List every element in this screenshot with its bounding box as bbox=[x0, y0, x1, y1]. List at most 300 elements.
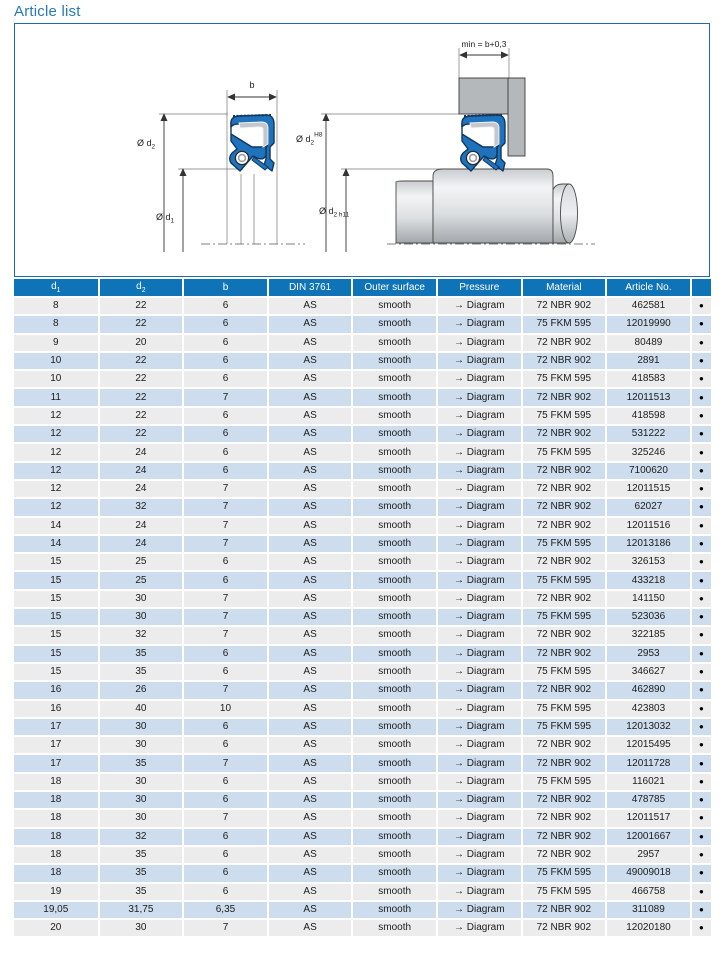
cell-b: 6 bbox=[183, 315, 268, 333]
cell-material: 72 NBR 902 bbox=[522, 425, 607, 443]
cell-d1: 12 bbox=[14, 425, 99, 443]
cell-pressure[interactable]: → Diagram bbox=[437, 407, 522, 425]
cell-pressure[interactable]: → Diagram bbox=[437, 791, 522, 809]
table-row bbox=[14, 773, 711, 791]
cell-article-no: 12011517 bbox=[606, 809, 691, 827]
cell-d2: 30 bbox=[99, 736, 184, 754]
cell-d2: 25 bbox=[99, 571, 184, 589]
cell-article-no: 7100620 bbox=[606, 462, 691, 480]
cell-outer-surface: smooth bbox=[352, 736, 437, 754]
dim-b-label: b bbox=[249, 80, 255, 90]
cell-article-no: 12013186 bbox=[606, 535, 691, 553]
cell-pressure[interactable]: → Diagram bbox=[437, 919, 522, 937]
cell-outer-surface: smooth bbox=[352, 626, 437, 644]
cell-d2: 24 bbox=[99, 480, 184, 498]
col-header-availability bbox=[691, 279, 711, 297]
cell-d1: 8 bbox=[14, 315, 99, 333]
cell-d2: 35 bbox=[99, 864, 184, 882]
cell-pressure[interactable]: → Diagram bbox=[437, 590, 522, 608]
cell-material: 72 NBR 902 bbox=[522, 517, 607, 535]
cell-d1: 17 bbox=[14, 754, 99, 772]
availability-dot: ● bbox=[691, 809, 711, 827]
cell-article-no: 12013032 bbox=[606, 718, 691, 736]
cell-d1: 9 bbox=[14, 334, 99, 352]
table-row bbox=[14, 791, 711, 809]
cell-article-no: 2957 bbox=[606, 846, 691, 864]
cell-material: 72 NBR 902 bbox=[522, 901, 607, 919]
cell-d1: 11 bbox=[14, 388, 99, 406]
cell-d1: 18 bbox=[14, 773, 99, 791]
cell-article-no: 12019990 bbox=[606, 315, 691, 333]
availability-dot: ● bbox=[691, 462, 711, 480]
cell-din-3761: AS bbox=[268, 370, 353, 388]
cell-d1: 15 bbox=[14, 645, 99, 663]
cell-din-3761: AS bbox=[268, 517, 353, 535]
availability-dot: ● bbox=[691, 315, 711, 333]
cell-b: 6 bbox=[183, 846, 268, 864]
cell-d1: 8 bbox=[14, 297, 99, 315]
cell-pressure[interactable]: → Diagram bbox=[437, 626, 522, 644]
seal-technical-drawing bbox=[14, 23, 710, 277]
cell-din-3761: AS bbox=[268, 645, 353, 663]
availability-dot: ● bbox=[691, 443, 711, 461]
cell-pressure[interactable]: → Diagram bbox=[437, 315, 522, 333]
cell-outer-surface: smooth bbox=[352, 571, 437, 589]
cell-d1: 18 bbox=[14, 791, 99, 809]
cell-pressure[interactable]: → Diagram bbox=[437, 754, 522, 772]
cell-pressure[interactable]: → Diagram bbox=[437, 645, 522, 663]
cell-material: 72 NBR 902 bbox=[522, 334, 607, 352]
cell-b: 6 bbox=[183, 645, 268, 663]
cell-pressure[interactable]: → Diagram bbox=[437, 718, 522, 736]
cell-din-3761: AS bbox=[268, 535, 353, 553]
cell-pressure[interactable]: → Diagram bbox=[437, 443, 522, 461]
cell-din-3761: AS bbox=[268, 663, 353, 681]
cell-din-3761: AS bbox=[268, 828, 353, 846]
cell-b: 7 bbox=[183, 608, 268, 626]
cell-article-no: 12011516 bbox=[606, 517, 691, 535]
cell-material: 72 NBR 902 bbox=[522, 681, 607, 699]
cell-material: 75 FKM 595 bbox=[522, 608, 607, 626]
availability-dot: ● bbox=[691, 352, 711, 370]
cell-din-3761: AS bbox=[268, 791, 353, 809]
cell-outer-surface: smooth bbox=[352, 334, 437, 352]
cell-b: 6 bbox=[183, 883, 268, 901]
availability-dot: ● bbox=[691, 864, 711, 882]
cell-article-no: 466758 bbox=[606, 883, 691, 901]
cell-outer-surface: smooth bbox=[352, 297, 437, 315]
cell-d1: 17 bbox=[14, 718, 99, 736]
cell-material: 75 FKM 595 bbox=[522, 773, 607, 791]
cell-outer-surface: smooth bbox=[352, 663, 437, 681]
cell-d2: 20 bbox=[99, 334, 184, 352]
availability-dot: ● bbox=[691, 846, 711, 864]
col-header-d2: $d_2$ bbox=[99, 279, 184, 297]
availability-dot: ● bbox=[691, 773, 711, 791]
cell-pressure[interactable]: → Diagram bbox=[437, 553, 522, 571]
cell-d2: 24 bbox=[99, 535, 184, 553]
cell-material: 72 NBR 902 bbox=[522, 626, 607, 644]
cell-article-no: 62027 bbox=[606, 498, 691, 516]
cell-din-3761: AS bbox=[268, 608, 353, 626]
cell-outer-surface: smooth bbox=[352, 608, 437, 626]
cell-d2: 24 bbox=[99, 517, 184, 535]
cell-b: 6 bbox=[183, 462, 268, 480]
table-row bbox=[14, 407, 711, 425]
availability-dot: ● bbox=[691, 645, 711, 663]
cell-article-no: 12011513 bbox=[606, 388, 691, 406]
table-row bbox=[14, 462, 711, 480]
cell-din-3761: AS bbox=[268, 901, 353, 919]
table-row bbox=[14, 828, 711, 846]
cell-b: 6 bbox=[183, 297, 268, 315]
cell-outer-surface: smooth bbox=[352, 919, 437, 937]
cell-d1: 20 bbox=[14, 919, 99, 937]
availability-dot: ● bbox=[691, 791, 711, 809]
cell-material: 72 NBR 902 bbox=[522, 736, 607, 754]
cell-material: 75 FKM 595 bbox=[522, 571, 607, 589]
cell-b: 7 bbox=[183, 535, 268, 553]
cell-b: 6 bbox=[183, 352, 268, 370]
availability-dot: ● bbox=[691, 388, 711, 406]
cell-outer-surface: smooth bbox=[352, 773, 437, 791]
cell-pressure[interactable]: → Diagram bbox=[437, 334, 522, 352]
cell-d2: 22 bbox=[99, 388, 184, 406]
cell-d1: 12 bbox=[14, 462, 99, 480]
cell-din-3761: AS bbox=[268, 297, 353, 315]
cell-d1: 15 bbox=[14, 590, 99, 608]
table-row bbox=[14, 626, 711, 644]
availability-dot: ● bbox=[691, 681, 711, 699]
cell-pressure[interactable]: → Diagram bbox=[437, 663, 522, 681]
availability-dot: ● bbox=[691, 553, 711, 571]
cell-din-3761: AS bbox=[268, 462, 353, 480]
cell-article-no: 12011515 bbox=[606, 480, 691, 498]
cell-pressure[interactable]: → Diagram bbox=[437, 864, 522, 882]
table-row bbox=[14, 297, 711, 315]
cell-d2: 35 bbox=[99, 846, 184, 864]
cell-pressure[interactable]: → Diagram bbox=[437, 883, 522, 901]
cell-d1: 16 bbox=[14, 700, 99, 718]
cell-material: 75 FKM 595 bbox=[522, 315, 607, 333]
cell-din-3761: AS bbox=[268, 883, 353, 901]
cell-pressure[interactable]: → Diagram bbox=[437, 480, 522, 498]
cell-din-3761: AS bbox=[268, 553, 353, 571]
cell-material: 72 NBR 902 bbox=[522, 645, 607, 663]
cell-b: 6 bbox=[183, 718, 268, 736]
cell-din-3761: AS bbox=[268, 388, 353, 406]
cell-b: 6 bbox=[183, 571, 268, 589]
table-row bbox=[14, 754, 711, 772]
cell-b: 7 bbox=[183, 626, 268, 644]
cell-b: 6 bbox=[183, 407, 268, 425]
cell-article-no: 418583 bbox=[606, 370, 691, 388]
cell-article-no: 12011728 bbox=[606, 754, 691, 772]
cell-article-no: 433218 bbox=[606, 571, 691, 589]
table-row bbox=[14, 919, 711, 937]
cell-d2: 30 bbox=[99, 919, 184, 937]
cell-outer-surface: smooth bbox=[352, 901, 437, 919]
cell-pressure[interactable]: → Diagram bbox=[437, 828, 522, 846]
table-row bbox=[14, 846, 711, 864]
cell-d1: 12 bbox=[14, 480, 99, 498]
cell-din-3761: AS bbox=[268, 315, 353, 333]
cell-outer-surface: smooth bbox=[352, 553, 437, 571]
cell-article-no: 478785 bbox=[606, 791, 691, 809]
cell-article-no: 523036 bbox=[606, 608, 691, 626]
dim-d2-label: Ø $d_2$ bbox=[137, 138, 156, 151]
cell-article-no: 141150 bbox=[606, 590, 691, 608]
table-row bbox=[14, 571, 711, 589]
cell-pressure[interactable]: → Diagram bbox=[437, 571, 522, 589]
availability-dot: ● bbox=[691, 828, 711, 846]
cell-pressure[interactable]: → Diagram bbox=[437, 535, 522, 553]
availability-dot: ● bbox=[691, 754, 711, 772]
cell-b: 7 bbox=[183, 480, 268, 498]
table-row bbox=[14, 736, 711, 754]
dim-d1-label: Ø $d_1$ bbox=[156, 212, 175, 225]
cell-material: 75 FKM 595 bbox=[522, 663, 607, 681]
shaft bbox=[396, 169, 578, 243]
cell-b: 6 bbox=[183, 791, 268, 809]
cell-pressure[interactable]: → Diagram bbox=[437, 352, 522, 370]
cell-article-no: 325246 bbox=[606, 443, 691, 461]
cell-article-no: 311089 bbox=[606, 901, 691, 919]
cell-outer-surface: smooth bbox=[352, 828, 437, 846]
table-row bbox=[14, 443, 711, 461]
availability-dot: ● bbox=[691, 590, 711, 608]
cell-d1: 17 bbox=[14, 736, 99, 754]
cell-outer-surface: smooth bbox=[352, 480, 437, 498]
cell-outer-surface: smooth bbox=[352, 700, 437, 718]
cell-article-no: 423803 bbox=[606, 700, 691, 718]
cell-pressure[interactable]: → Diagram bbox=[437, 736, 522, 754]
cell-b: 7 bbox=[183, 754, 268, 772]
cell-outer-surface: smooth bbox=[352, 315, 437, 333]
cell-d2: 22 bbox=[99, 352, 184, 370]
table-row bbox=[14, 388, 711, 406]
availability-dot: ● bbox=[691, 425, 711, 443]
cell-d2: 22 bbox=[99, 425, 184, 443]
cell-article-no: 462890 bbox=[606, 681, 691, 699]
col-header-pressure: Pressure bbox=[437, 279, 522, 297]
cell-outer-surface: smooth bbox=[352, 718, 437, 736]
table-row bbox=[14, 590, 711, 608]
cell-pressure[interactable]: → Diagram bbox=[437, 681, 522, 699]
cell-pressure[interactable]: → Diagram bbox=[437, 297, 522, 315]
cell-din-3761: AS bbox=[268, 480, 353, 498]
cell-outer-surface: smooth bbox=[352, 791, 437, 809]
cell-material: 75 FKM 595 bbox=[522, 718, 607, 736]
cell-article-no: 49009018 bbox=[606, 864, 691, 882]
cell-d1: 15 bbox=[14, 553, 99, 571]
cell-b: 7 bbox=[183, 681, 268, 699]
cell-d1: 18 bbox=[14, 864, 99, 882]
cell-din-3761: AS bbox=[268, 425, 353, 443]
cell-material: 72 NBR 902 bbox=[522, 791, 607, 809]
col-header-material: Material bbox=[522, 279, 607, 297]
cell-d2: 30 bbox=[99, 590, 184, 608]
cell-din-3761: AS bbox=[268, 864, 353, 882]
cell-outer-surface: smooth bbox=[352, 388, 437, 406]
cell-d2: 30 bbox=[99, 809, 184, 827]
cell-d2: 30 bbox=[99, 773, 184, 791]
cell-pressure[interactable]: → Diagram bbox=[437, 388, 522, 406]
cell-material: 72 NBR 902 bbox=[522, 297, 607, 315]
cell-din-3761: AS bbox=[268, 571, 353, 589]
cell-material: 72 NBR 902 bbox=[522, 553, 607, 571]
cell-d1: 15 bbox=[14, 663, 99, 681]
cell-din-3761: AS bbox=[268, 498, 353, 516]
cell-outer-surface: smooth bbox=[352, 462, 437, 480]
cell-pressure[interactable]: → Diagram bbox=[437, 517, 522, 535]
cell-din-3761: AS bbox=[268, 919, 353, 937]
cell-d2: 30 bbox=[99, 791, 184, 809]
cell-pressure[interactable]: → Diagram bbox=[437, 425, 522, 443]
cell-d1: 18 bbox=[14, 809, 99, 827]
cell-b: 10 bbox=[183, 700, 268, 718]
table-row bbox=[14, 315, 711, 333]
cell-pressure[interactable]: → Diagram bbox=[437, 846, 522, 864]
cell-din-3761: AS bbox=[268, 736, 353, 754]
cell-d1: 15 bbox=[14, 571, 99, 589]
cell-pressure[interactable]: → Diagram bbox=[437, 901, 522, 919]
cell-din-3761: AS bbox=[268, 443, 353, 461]
cell-material: 75 FKM 595 bbox=[522, 883, 607, 901]
cell-material: 72 NBR 902 bbox=[522, 498, 607, 516]
table-row bbox=[14, 645, 711, 663]
cell-d2: 26 bbox=[99, 681, 184, 699]
cell-d2: 30 bbox=[99, 718, 184, 736]
cell-b: 6 bbox=[183, 773, 268, 791]
col-header-b: b bbox=[183, 279, 268, 297]
table-row bbox=[14, 425, 711, 443]
cell-material: 72 NBR 902 bbox=[522, 590, 607, 608]
table-row bbox=[14, 700, 711, 718]
table-body bbox=[14, 297, 711, 937]
cell-b: 7 bbox=[183, 590, 268, 608]
cell-d2: 40 bbox=[99, 700, 184, 718]
availability-dot: ● bbox=[691, 297, 711, 315]
cell-d1: 14 bbox=[14, 517, 99, 535]
cell-d1: 10 bbox=[14, 352, 99, 370]
cell-d1: 12 bbox=[14, 443, 99, 461]
availability-dot: ● bbox=[691, 608, 711, 626]
cell-din-3761: AS bbox=[268, 846, 353, 864]
cell-pressure[interactable]: → Diagram bbox=[437, 370, 522, 388]
col-header-outer-surface: Outer surface bbox=[352, 279, 437, 297]
cell-article-no: 116021 bbox=[606, 773, 691, 791]
table-row bbox=[14, 352, 711, 370]
availability-dot: ● bbox=[691, 663, 711, 681]
availability-dot: ● bbox=[691, 370, 711, 388]
cell-din-3761: AS bbox=[268, 773, 353, 791]
cell-outer-surface: smooth bbox=[352, 535, 437, 553]
page-title: Article list bbox=[14, 3, 81, 20]
dim-min-label: min = b+0,3 bbox=[461, 39, 507, 49]
table-row bbox=[14, 553, 711, 571]
cell-pressure[interactable]: → Diagram bbox=[437, 809, 522, 827]
cell-outer-surface: smooth bbox=[352, 883, 437, 901]
cell-d1: 18 bbox=[14, 846, 99, 864]
cell-material: 75 FKM 595 bbox=[522, 443, 607, 461]
cell-material: 75 FKM 595 bbox=[522, 535, 607, 553]
cell-din-3761: AS bbox=[268, 590, 353, 608]
cell-pressure[interactable]: → Diagram bbox=[437, 608, 522, 626]
cell-outer-surface: smooth bbox=[352, 443, 437, 461]
cell-d2: 22 bbox=[99, 315, 184, 333]
cell-article-no: 2953 bbox=[606, 645, 691, 663]
cell-article-no: 12015495 bbox=[606, 736, 691, 754]
cell-b: 6 bbox=[183, 370, 268, 388]
cell-d2: 24 bbox=[99, 462, 184, 480]
cell-outer-surface: smooth bbox=[352, 809, 437, 827]
cell-d2: 32 bbox=[99, 626, 184, 644]
cell-material: 72 NBR 902 bbox=[522, 754, 607, 772]
cell-din-3761: AS bbox=[268, 681, 353, 699]
cell-din-3761: AS bbox=[268, 700, 353, 718]
availability-dot: ● bbox=[691, 718, 711, 736]
cell-b: 6 bbox=[183, 663, 268, 681]
dim-d2H8-label: Ø $d_2^{H8}$ bbox=[296, 131, 323, 147]
cell-d2: 32 bbox=[99, 828, 184, 846]
cell-pressure[interactable]: → Diagram bbox=[437, 700, 522, 718]
cell-d1: 14 bbox=[14, 535, 99, 553]
cell-b: 6 bbox=[183, 443, 268, 461]
availability-dot: ● bbox=[691, 407, 711, 425]
cell-pressure[interactable]: → Diagram bbox=[437, 462, 522, 480]
cell-material: 72 NBR 902 bbox=[522, 919, 607, 937]
availability-dot: ● bbox=[691, 498, 711, 516]
availability-dot: ● bbox=[691, 571, 711, 589]
dim-d2h11-label: Ø $d_{2 h11}$ bbox=[319, 206, 350, 219]
cell-outer-surface: smooth bbox=[352, 864, 437, 882]
seal-drawing-svg bbox=[15, 24, 709, 276]
cell-outer-surface: smooth bbox=[352, 645, 437, 663]
availability-dot: ● bbox=[691, 535, 711, 553]
cell-d2: 25 bbox=[99, 553, 184, 571]
cell-material: 72 NBR 902 bbox=[522, 480, 607, 498]
cell-material: 72 NBR 902 bbox=[522, 352, 607, 370]
cell-d1: 15 bbox=[14, 626, 99, 644]
table-row bbox=[14, 334, 711, 352]
cell-din-3761: AS bbox=[268, 626, 353, 644]
cell-outer-surface: smooth bbox=[352, 425, 437, 443]
table-row bbox=[14, 809, 711, 827]
cell-b: 6 bbox=[183, 425, 268, 443]
col-header-din-3761: DIN 3761 bbox=[268, 279, 353, 297]
cell-pressure[interactable]: → Diagram bbox=[437, 773, 522, 791]
cell-pressure[interactable]: → Diagram bbox=[437, 498, 522, 516]
cell-material: 75 FKM 595 bbox=[522, 370, 607, 388]
cell-material: 75 FKM 595 bbox=[522, 407, 607, 425]
availability-dot: ● bbox=[691, 883, 711, 901]
cell-material: 72 NBR 902 bbox=[522, 846, 607, 864]
cell-d1: 12 bbox=[14, 407, 99, 425]
cell-d1: 19 bbox=[14, 883, 99, 901]
availability-dot: ● bbox=[691, 626, 711, 644]
cell-d2: 31,75 bbox=[99, 901, 184, 919]
cell-outer-surface: smooth bbox=[352, 754, 437, 772]
table-row bbox=[14, 883, 711, 901]
cell-b: 6,35 bbox=[183, 901, 268, 919]
table-row bbox=[14, 370, 711, 388]
cell-material: 75 FKM 595 bbox=[522, 700, 607, 718]
cell-d1: 16 bbox=[14, 681, 99, 699]
cell-d1: 19,05 bbox=[14, 901, 99, 919]
cell-outer-surface: smooth bbox=[352, 407, 437, 425]
left-figure-extension-lines bbox=[159, 90, 277, 244]
